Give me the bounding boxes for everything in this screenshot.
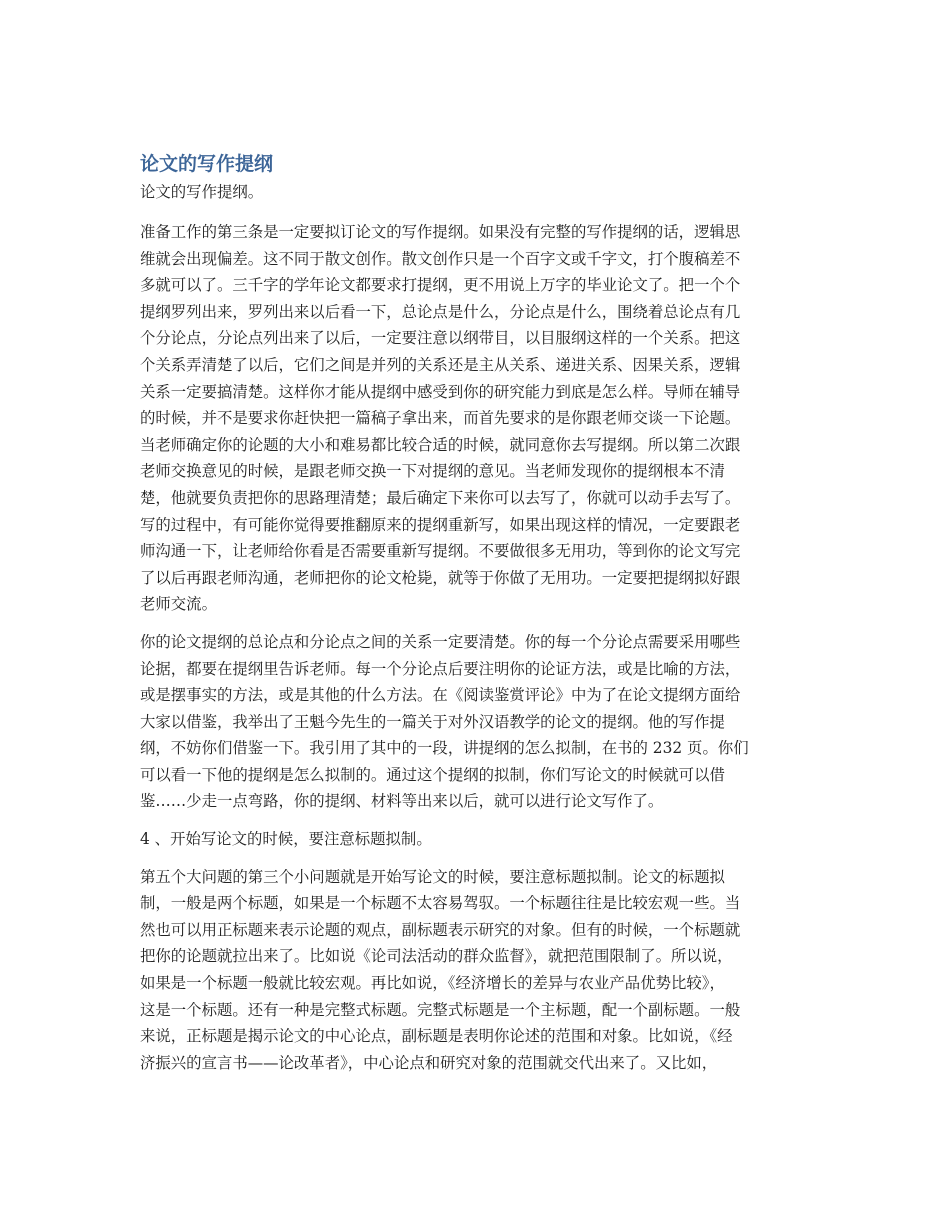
text-line: 关系一定要搞清楚。这样你才能从提纲中感受到你的研究能力到底是怎么样。导师在辅导 bbox=[140, 382, 741, 401]
document-subtitle: 论文的写作提纲。 bbox=[140, 183, 264, 201]
text-line: 或是摆事实的方法，或是其他的什么方法。在《阅读鉴赏评论》中为了在论文提纲方面给 bbox=[140, 686, 741, 705]
text-line: 第五个大问题的第三个小问题就是开始写论文的时候，要注意标题拟制。论文的标题拟 bbox=[140, 867, 725, 886]
text-line: 老师交流。 bbox=[140, 595, 217, 614]
text-line: 论据，都要在提纲里告诉老师。每一个分论点后要注明你的论证方法，或是比喻的方法， bbox=[140, 659, 741, 678]
text-line: 4 、开始写论文的时候，要注意标题拟制。 bbox=[140, 830, 432, 849]
text-line: 这是一个标题。还有一种是完整式标题。完整式标题是一个主标题，配一个副标题。一般 bbox=[140, 1000, 741, 1019]
text-line: 可以看一下他的提纲是怎么拟制的。通过这个提纲的拟制，你们写论文的时候就可以借 bbox=[140, 765, 725, 784]
text-line: 个关系弄清楚了以后，它们之间是并列的关系还是主从关系、递进关系、因果关系，逻辑 bbox=[140, 355, 741, 374]
text-line: 个分论点，分论点列出来了以后，一定要注意以纲带目，以目服纲这样的一个关系。把这 bbox=[140, 329, 741, 348]
text-line: 来说，正标题是揭示论文的中心论点，副标题是表明你论述的范围和对象。比如说，《经 bbox=[140, 1027, 733, 1046]
text-line: 济振兴的宣言书——论改革者》，中心论点和研究对象的范围就交代出来了。又比如， bbox=[140, 1053, 718, 1072]
text-line: 你的论文提纲的总论点和分论点之间的关系一定要清楚。你的每一个分论点需要采用哪些 bbox=[140, 632, 741, 651]
text-line: 了以后再跟老师沟通，老师把你的论文枪毙，就等于你做了无用功。一定要把提纲拟好跟 bbox=[140, 568, 741, 587]
text-line: 师沟通一下，让老师给你看是否需要重新写提纲。不要做很多无用功，等到你的论文写完 bbox=[140, 542, 741, 561]
text-line: 把你的论题就拉出来了。比如说《论司法活动的群众监督》，就把范围限制了。所以说， bbox=[140, 947, 733, 966]
text-line: 老师交换意见的时候，是跟老师交换一下对提纲的意见。当老师发现你的提纲根本不清 bbox=[140, 462, 725, 481]
paragraph-title-drafting bbox=[140, 864, 810, 1077]
text-line: 鉴……少走一点弯路，你的提纲、材料等出来以后，就可以进行论文写作了。 bbox=[140, 792, 664, 811]
text-line: 制，一般是两个标题，如果是一个标题不太容易驾驭。一个标题往往是比较宏观一些。当 bbox=[140, 894, 741, 913]
text-line: 纲，不妨你们借鉴一下。我引用了其中的一段，讲提纲的怎么拟制，在书的 232 页。你们 bbox=[140, 739, 749, 758]
text-line: 写的过程中，有可能你觉得要推翻原来的提纲重新写，如果出现这样的情况，一定要跟老 bbox=[140, 515, 741, 534]
text-line: 如果是一个标题一般就比较宏观。再比如说，《经济增长的差异与农业产品优势比较》， bbox=[140, 974, 725, 993]
text-line: 维就会出现偏差。这不同于散文创作。散文创作只是一个百字文或千字文，打个腹稿差不 bbox=[140, 249, 741, 268]
document-title: 论文的写作提纲 bbox=[140, 153, 274, 175]
paragraph-outline-preparation bbox=[140, 219, 810, 618]
text-line: 大家以借鉴，我举出了王魁今先生的一篇关于对外汉语教学的论文的提纲。他的写作提 bbox=[140, 712, 725, 731]
paragraph-outline-relations bbox=[140, 629, 810, 815]
text-line: 提纲罗列出来，罗列出来以后看一下，总论点是什么，分论点是什么，围绕着总论点有几 bbox=[140, 302, 741, 321]
text-line: 当老师确定你的论题的大小和难易都比较合适的时候，就同意你去写提纲。所以第二次跟 bbox=[140, 435, 741, 454]
document-page bbox=[140, 150, 810, 1087]
section-heading-4 bbox=[140, 826, 810, 853]
text-line: 楚，他就要负责把你的思路理清楚；最后确定下来你可以去写了，你就可以动手去写了。 bbox=[140, 488, 741, 507]
text-line: 的时候，并不是要求你赶快把一篇稿子拿出来，而首先要求的是你跟老师交谈一下论题。 bbox=[140, 409, 741, 428]
text-line: 然也可以用正标题来表示论题的观点，副标题表示研究的对象。但有的时候，一个标题就 bbox=[140, 920, 741, 939]
text-line: 多就可以了。三千字的学年论文都要求打提纲，更不用说上万字的毕业论文了。把一个个 bbox=[140, 276, 741, 295]
text-line: 准备工作的第三条是一定要拟订论文的写作提纲。如果没有完整的写作提纲的话，逻辑思 bbox=[140, 223, 741, 241]
